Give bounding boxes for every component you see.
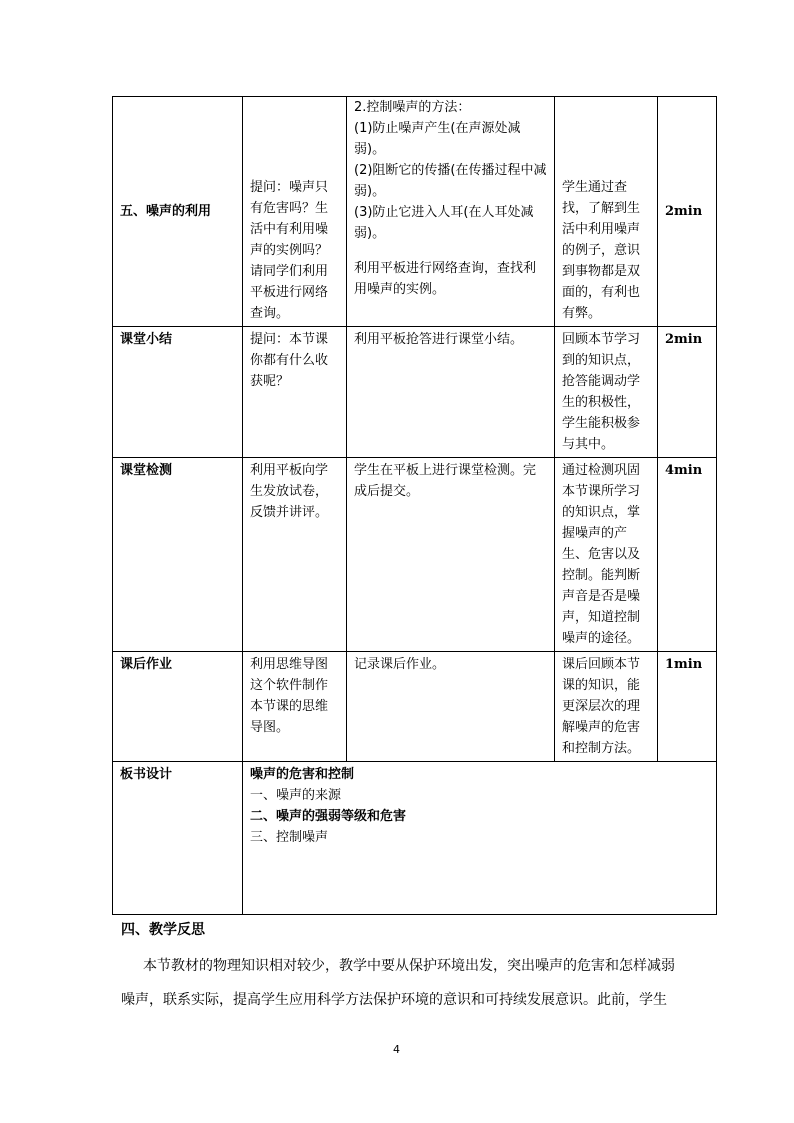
design-intent-cell: 课后回顾本节课的知识，能更深层次的理解噪声的危害和控制方法。	[555, 652, 658, 762]
board-item: 二、噪声的强弱等级和危害	[250, 809, 407, 824]
paragraph-line: 本节教材的物理知识相对较少，教学中要从保护环境出发，突出噪声的危害和怎样减弱	[143, 958, 675, 974]
student-activity-cell: 学生在平板上进行课堂检测。完成后提交。	[347, 458, 555, 652]
time-cell: 4min	[658, 458, 717, 652]
student-activity-cell: 记录课后作业。	[347, 652, 555, 762]
board-item: 三、控制噪声	[250, 830, 329, 845]
page-number: 4	[393, 1043, 400, 1056]
design-intent-cell	[555, 97, 658, 327]
spacer	[354, 244, 547, 258]
stage-cell: 课堂检测	[113, 458, 243, 652]
student-activity-line: 利用平板进行网络查询，查找利用噪声的实例。	[354, 261, 537, 297]
time-cell: 2min	[658, 97, 717, 327]
stage-cell: 板书设计	[113, 762, 243, 915]
time-cell: 1min	[658, 652, 717, 762]
student-activity-line: (3)防止它进入人耳(在人耳处减弱)。	[354, 205, 534, 241]
table-row	[113, 97, 717, 327]
teacher-activity-text: 提问：噪声只有危害吗？生活中有利用噪声的实例吗？请同学们利用平板进行网络查询。	[250, 180, 329, 321]
student-activity-line: (2)阻断它的传播(在传播过程中减弱)。	[354, 163, 547, 199]
table-row	[113, 327, 717, 458]
stage-cell: 课后作业	[113, 652, 243, 762]
teacher-activity-cell: 利用平板向学生发放试卷，反馈并讲评。	[243, 458, 347, 652]
design-intent-text: 学生通过查找，了解到生活中利用噪声的例子，意识到事物都是双面的，有利也有弊。	[562, 180, 641, 321]
board-item: 一、噪声的来源	[250, 788, 342, 803]
teacher-activity-cell	[243, 97, 347, 327]
teacher-activity-cell: 提问：本节课你都有什么收获呢？	[243, 327, 347, 458]
design-intent-cell: 通过检测巩固本节课所学习的知识点，掌握噪声的产生、危害以及控制。能判断声音是否是噪声，知道控制噪声的途径。	[555, 458, 658, 652]
student-activity-cell: 利用平板抢答进行课堂小结。	[347, 327, 555, 458]
student-activity-cell	[347, 97, 555, 327]
student-activity-line: 2.控制噪声的方法：	[354, 100, 471, 115]
stage-cell: 课堂小结	[113, 327, 243, 458]
section-heading: 四、教学反思	[121, 922, 205, 938]
table-row	[113, 458, 717, 652]
table-row	[113, 652, 717, 762]
board-title: 噪声的危害和控制	[250, 767, 355, 782]
student-activity-line: (1)防止噪声产生(在声源处减弱)。	[354, 121, 521, 157]
lesson-plan-table	[112, 96, 717, 915]
design-intent-cell: 回顾本节学习到的知识点，抢答能调动学生的积极性，学生能积极参与其中。	[555, 327, 658, 458]
paragraph-line: 噪声，联系实际，提高学生应用科学方法保护环境的意识和可持续发展意识。此前，学生	[121, 992, 667, 1008]
teacher-activity-cell: 利用思维导图这个软件制作本节课的思维导图。	[243, 652, 347, 762]
stage-cell: 五、噪声的利用	[113, 97, 243, 327]
table-row	[113, 762, 717, 915]
time-cell: 2min	[658, 327, 717, 458]
board-design-cell	[243, 762, 717, 915]
